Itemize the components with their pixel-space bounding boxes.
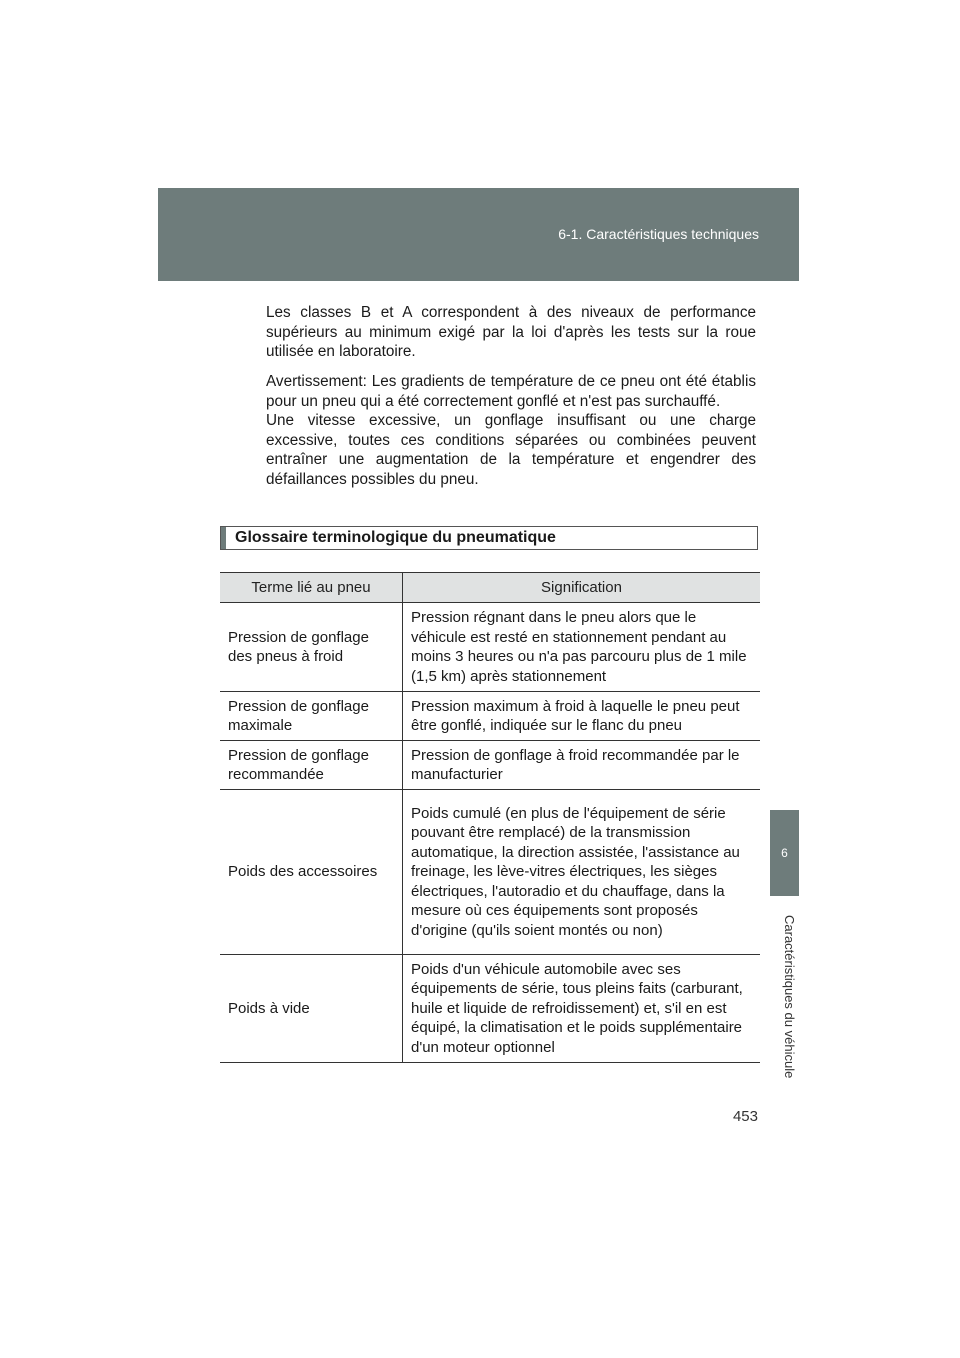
glossary-table [220,572,760,1063]
term-cell: Pression de gonflage maximale [220,692,403,741]
meaning-cell: Pression régnant dans le pneu alors que le véhicule est resté en stationnement pendant au moins 3 heures ou n'a pas parcouru plus de 1 mile (1,5 km) après stationnement [403,603,761,692]
term-cell: Poids des accessoires [220,790,403,955]
section-title: Glossaire terminologique du pneumatique [235,529,556,546]
table-row [220,741,760,790]
table-header-row [220,573,760,603]
warning-block [266,372,756,489]
page-number: 453 [732,1108,758,1125]
term-cell: Pression de gonflage des pneus à froid [220,603,403,692]
table-row [220,790,760,955]
section-heading [220,526,758,550]
meaning-cell: Pression de gonflage à froid recommandée par le manufacturier [403,741,761,790]
paragraph-warning: Avertissement: Les gradients de température de ce pneu ont été établis pour un pneu qui a été correctement gonflé et n'est pas surchauffé. [266,373,756,410]
table-row [220,955,760,1063]
chapter-side-title: Caractéristiques du véhicule [782,915,797,1079]
column-header-term: Terme lié au pneu [220,573,403,603]
term-cell: Poids à vide [220,955,403,1063]
chapter-tab: 6 [770,810,799,896]
meaning-cell: Poids d'un véhicule automobile avec ses équipements de série, tous pleins faits (carburant, huile et liquide de refroidissement) et, s'il en est équipé, la climatisation et le poids supplémentaire d'un moteur optionnel [403,955,761,1063]
column-header-meaning: Signification [403,573,761,603]
term-cell: Pression de gonflage recommandée [220,741,403,790]
paragraph-excess-speed: Une vitesse excessive, un gonflage insuffisant ou une charge excessive, toutes ces conditions séparées ou combinées peuvent entraîner une augmentation de la température et engendrer des défaillances possibles du pneu. [266,412,756,488]
meaning-cell: Poids cumulé (en plus de l'équipement de série pouvant être remplacé) de la transmission automatique, la direction assistée, l'assistance au freinage, les lève-vitres électriques, les sièges électriques, l'autoradio et du chauffage, dans la mesure où ces équipements sont proposés d'origine (qu'ils soient montés ou non) [403,790,761,955]
heading-accent-bar [221,527,226,549]
section-header-title: 6-1. Caractéristiques techniques [558,226,759,242]
table-row [220,692,760,741]
table-row [220,603,760,692]
meaning-cell: Pression maximum à froid à laquelle le pneu peut être gonflé, indiquée sur le flanc du pneu [403,692,761,741]
paragraph-classes: Les classes B et A correspondent à des niveaux de performance supérieurs au minimum exigé par la loi d'après les tests sur la roue utilisée en laboratoire. [266,304,756,360]
header-band [158,188,799,281]
